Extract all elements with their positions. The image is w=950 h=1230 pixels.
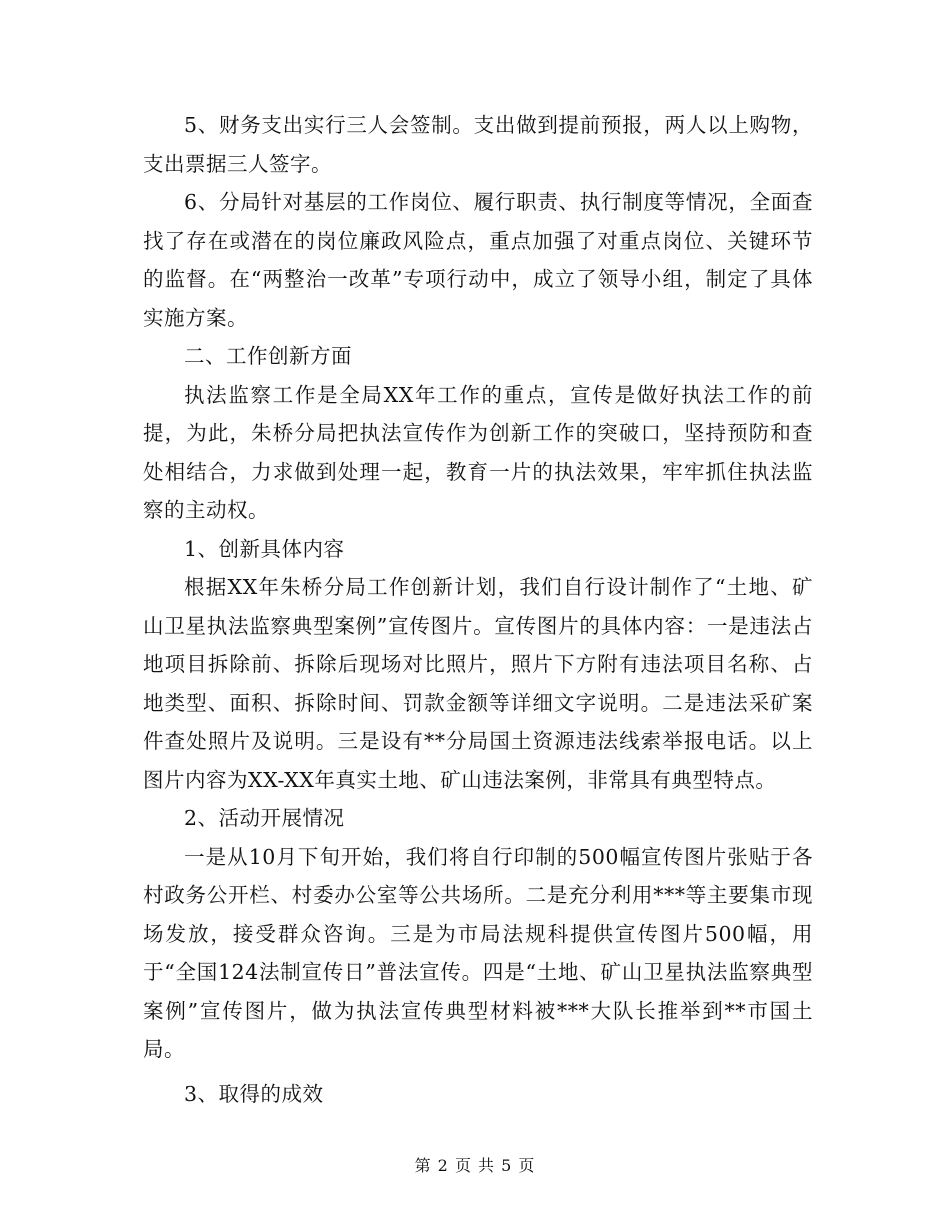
paragraph-enforcement-focus: 执法监察工作是全局XX年工作的重点，宣传是做好执法工作的前提，为此，朱桥分局把执法宣传作为创新工作的突破口，坚持预防和查处相结合，力求做到处理一起，教育一片的执法效果，牢牢抓住执法监察的主动权。 bbox=[143, 382, 813, 522]
paragraph-finance-signoff: 5、财务支出实行三人会签制。支出做到提前预报，两人以上购物，支出票据三人签字。 bbox=[143, 113, 813, 176]
document-body bbox=[143, 106, 813, 1113]
page-number-text: 第 2 页 共 5 页 bbox=[414, 1156, 536, 1175]
paragraph-innovation-content: 根据XX年朱桥分局工作创新计划，我们自行设计制作了“土地、矿山卫星执法监察典型案例”宣传图片。宣传图片的具体内容：一是违法占地项目拆除前、拆除后现场对比照片，照片下方附有违法项目名称、占地类型、面积、拆除时间、罚款金额等详细文字说明。二是违法采矿案件查处照片及说明。三是设有**分局国土资源违法线索举报电话。以上图片内容为XX-XX年真实土地、矿山违法案例，非常具有典型特点。 bbox=[143, 575, 813, 792]
subheading-innovation-content: 1、创新具体内容 bbox=[184, 536, 345, 561]
paragraph-risk-supervision: 6、分局针对基层的工作岗位、履行职责、执行制度等情况，全面查找了存在或潜在的岗位廉政风险点，重点加强了对重点岗位、关键环节的监督。在“两整治一改革”专项行动中，成立了领导小组，制定了具体实施方案。 bbox=[143, 190, 813, 330]
section-heading-innovation: 二、工作创新方面 bbox=[184, 344, 352, 368]
subheading-results: 3、取得的成效 bbox=[184, 1081, 324, 1106]
page-number-footer bbox=[0, 1153, 950, 1176]
subheading-activity-status: 2、活动开展情况 bbox=[184, 806, 345, 830]
paragraph-activity-status: 一是从10月下旬开始，我们将自行印制的500幅宣传图片张贴于各村政务公开栏、村委办公室等公共场所。二是充分利用***等主要集市现场发放，接受群众咨询。三是为市局法规科提供宣传图片500幅，用于“全国124法制宣传日”普法宣传。四是“土地、矿山卫星执法监察典型案例”宣传图片，做为执法宣传典型材料被***大队长推举到**市国土局。 bbox=[143, 844, 813, 1061]
